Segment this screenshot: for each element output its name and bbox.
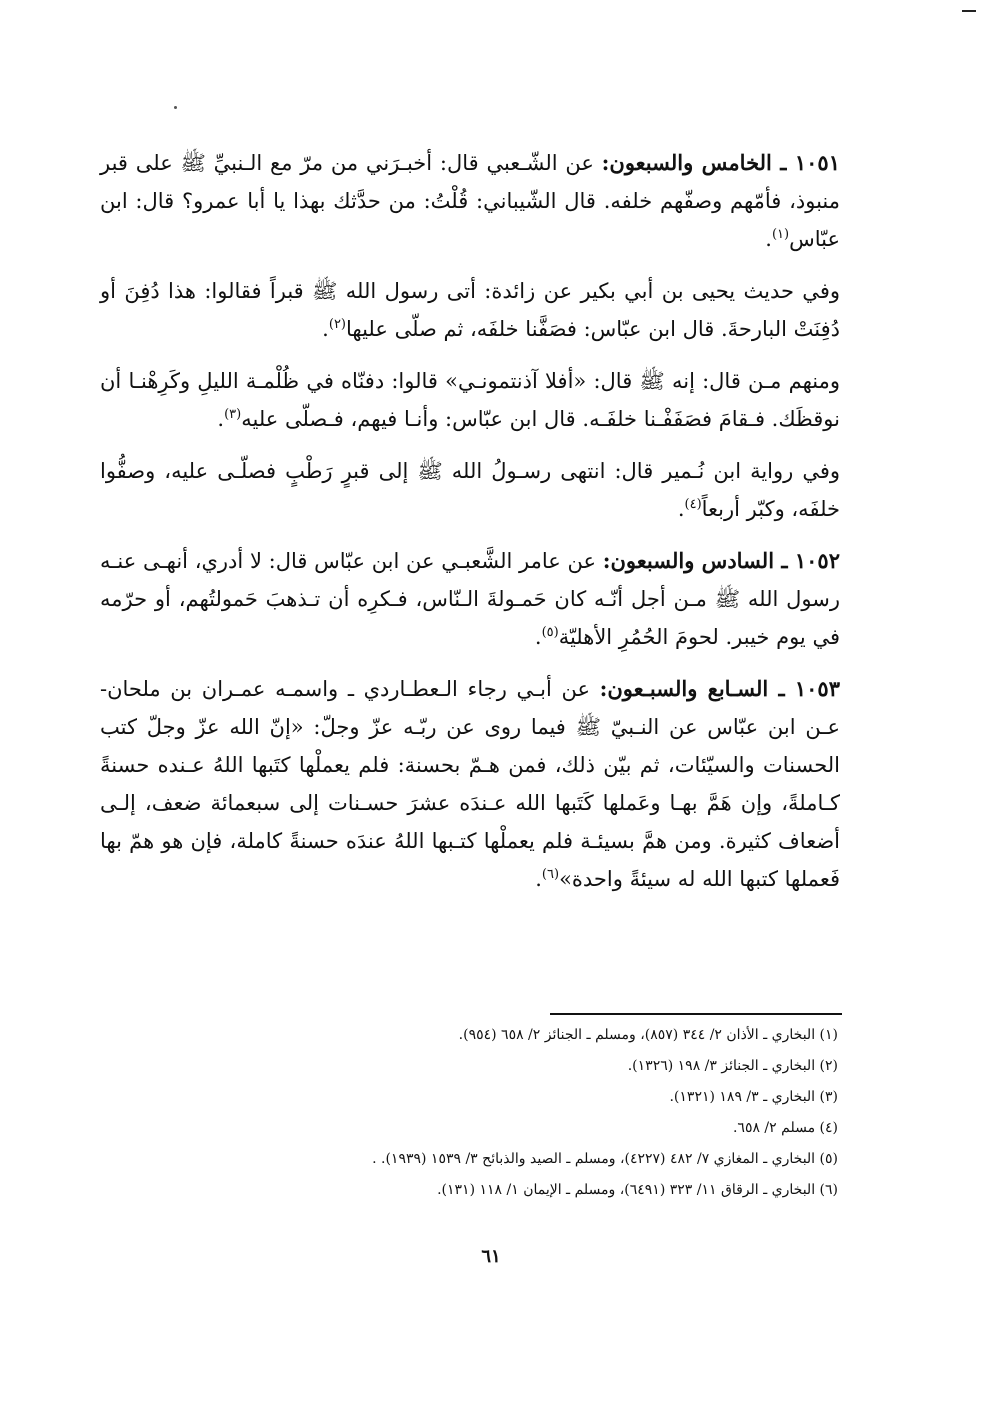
page-number: ٦١ bbox=[481, 1246, 501, 1267]
footnote-item: (٤) مسلم ٢/ ٦٥٨. bbox=[732, 1120, 838, 1136]
footnote-item: (٣) البخاري ـ ٣/ ١٨٩ (١٣٢١). bbox=[669, 1089, 838, 1105]
footnote-ref: (٢) bbox=[328, 317, 346, 332]
scan-mark bbox=[962, 10, 976, 12]
hadith-entry-1053 bbox=[100, 670, 840, 898]
hadith-entry-1051 bbox=[100, 144, 840, 258]
footnote-ref: (٦) bbox=[541, 867, 560, 882]
entry-heading: ١٠٥٣ ـ السـابع والسبـعون: bbox=[599, 676, 840, 701]
entry-tail: . bbox=[217, 407, 225, 431]
footnote-item: (٢) البخاري ـ الجنائز ٣/ ١٩٨ (١٣٢٦). bbox=[627, 1058, 838, 1074]
footnote-item: (٦) البخاري ـ الرقاق ١١/ ٣٢٣ (٦٤٩١)، ومسلم ـ الإيمان ١/ ١١٨ (١٣١). bbox=[437, 1182, 838, 1198]
footnote-ref: (٣) bbox=[224, 407, 242, 422]
narration-paragraph bbox=[100, 452, 840, 528]
entry-tail: . bbox=[535, 867, 542, 891]
entry-tail: . bbox=[322, 317, 329, 341]
entry-tail: . bbox=[677, 497, 685, 521]
entry-text: عن عامر الشَّعبـي عن ابن عبّاس قال: لا أدري، أنهـى عنـه رسول الله ﷺ مـن أجل أنّـه كان حَمـولةَ الـنّاس، فـكرِه أن تـذهبَ حَمولتُهم، أو حرّمه في يوم خيبر. لحومَ الحُمُرِ الأهليّة bbox=[100, 549, 840, 649]
narration-paragraph bbox=[100, 362, 840, 438]
entry-text: ومنهم مـن قال: إنه ﷺ قال: «أفلا آذنتمونـي» قالوا: دفنّاه في ظُلْمـة الليلِ وكَرِهْنـا أن نوقظَك. فـقامَ فصَفَفْـنا خلفَـه. قال ابن عبّاس: وأنـا فيهم، فـصلّى عليه bbox=[100, 369, 840, 431]
entry-text: وفي رواية ابن نُـمير قال: انتهى رسـولُ الله ﷺ إلى قبرٍ رَطْبٍ فصلّـى عليه، وصفُّوا خلفَه، وكبّر أربعاً bbox=[100, 459, 840, 521]
scan-speck bbox=[174, 106, 177, 109]
entry-text: عن أبـي رجاء الـعطـاردي ـ واسمـه عمـران بن ملحان- عـن ابن عبّاس عن النـبيّ ﷺ فيما روى عن ربّـه عزّ وجلّ: «إنّ الله عزّ وجلّ كتب الحسنات والسيّئات، ثم بيّن ذلك، فمن هـمّ بحسنة: فلم يعملْها كتَبها اللهُ عـنده حسنةً كـاملةً، وإن هَمَّ بهـا وعَملها كَتَبها الله عـندَه عشرَ حسـنات إلى سبعمائة ضعف، إلـى أضعاف كثيرة. ومن همَّ بسيئـة فلم يعملْها كتـبها اللهُ عندَه حسنةً كاملة، فإن هو همّ بها فَعملها كتبها الله له سيئةً واحدة» bbox=[100, 677, 840, 891]
main-text bbox=[100, 144, 840, 912]
entry-heading: ١٠٥٢ ـ السادس والسبعون: bbox=[602, 548, 840, 573]
hadith-entry-1052 bbox=[100, 542, 840, 656]
entry-text: عن الشّـعبي قال: أخبـرَني من مرّ مع الـنبيِّ ﷺ على قبر منبوذ، فأمّهم وصفّهم خلفه. قال الشّيباني: قُلْتُ: من حدَّثك بهذا يا أبا عمرو؟ قال: ابن عبّاس bbox=[100, 151, 840, 251]
footnotes bbox=[100, 1020, 838, 1206]
entry-heading: ١٠٥١ ـ الخامس والسبعون: bbox=[601, 150, 840, 175]
footnote-divider bbox=[550, 1013, 842, 1015]
footnote-ref: (١) bbox=[771, 227, 790, 242]
entry-tail: . bbox=[534, 625, 542, 649]
entry-tail: . bbox=[765, 227, 772, 251]
footnote-item: (١) البخاري ـ الأذان ٢/ ٣٤٤ (٨٥٧)، ومسلم ـ الجنائز ٢/ ٦٥٨ (٩٥٤). bbox=[458, 1027, 838, 1043]
narration-paragraph bbox=[100, 272, 840, 348]
footnote-item: (٥) البخاري ـ المغازي ٧/ ٤٨٢ (٤٢٢٧)، ومسلم ـ الصيد والذبائح ٣/ ١٥٣٩ (١٩٣٩). . bbox=[372, 1151, 838, 1167]
footnote-ref: (٤) bbox=[684, 497, 702, 512]
footnote-ref: (٥) bbox=[541, 625, 559, 640]
entry-text: وفي حديث يحيى بن أبي بكير عن زائدة: أتى رسول الله ﷺ قبراً فقالوا: هذا دُفِنَ أو دُفِنَتْ البارحةَ. قال ابن عبّاس: فصَفَّنا خلفَه، ثم صلّى عليها bbox=[100, 279, 840, 341]
